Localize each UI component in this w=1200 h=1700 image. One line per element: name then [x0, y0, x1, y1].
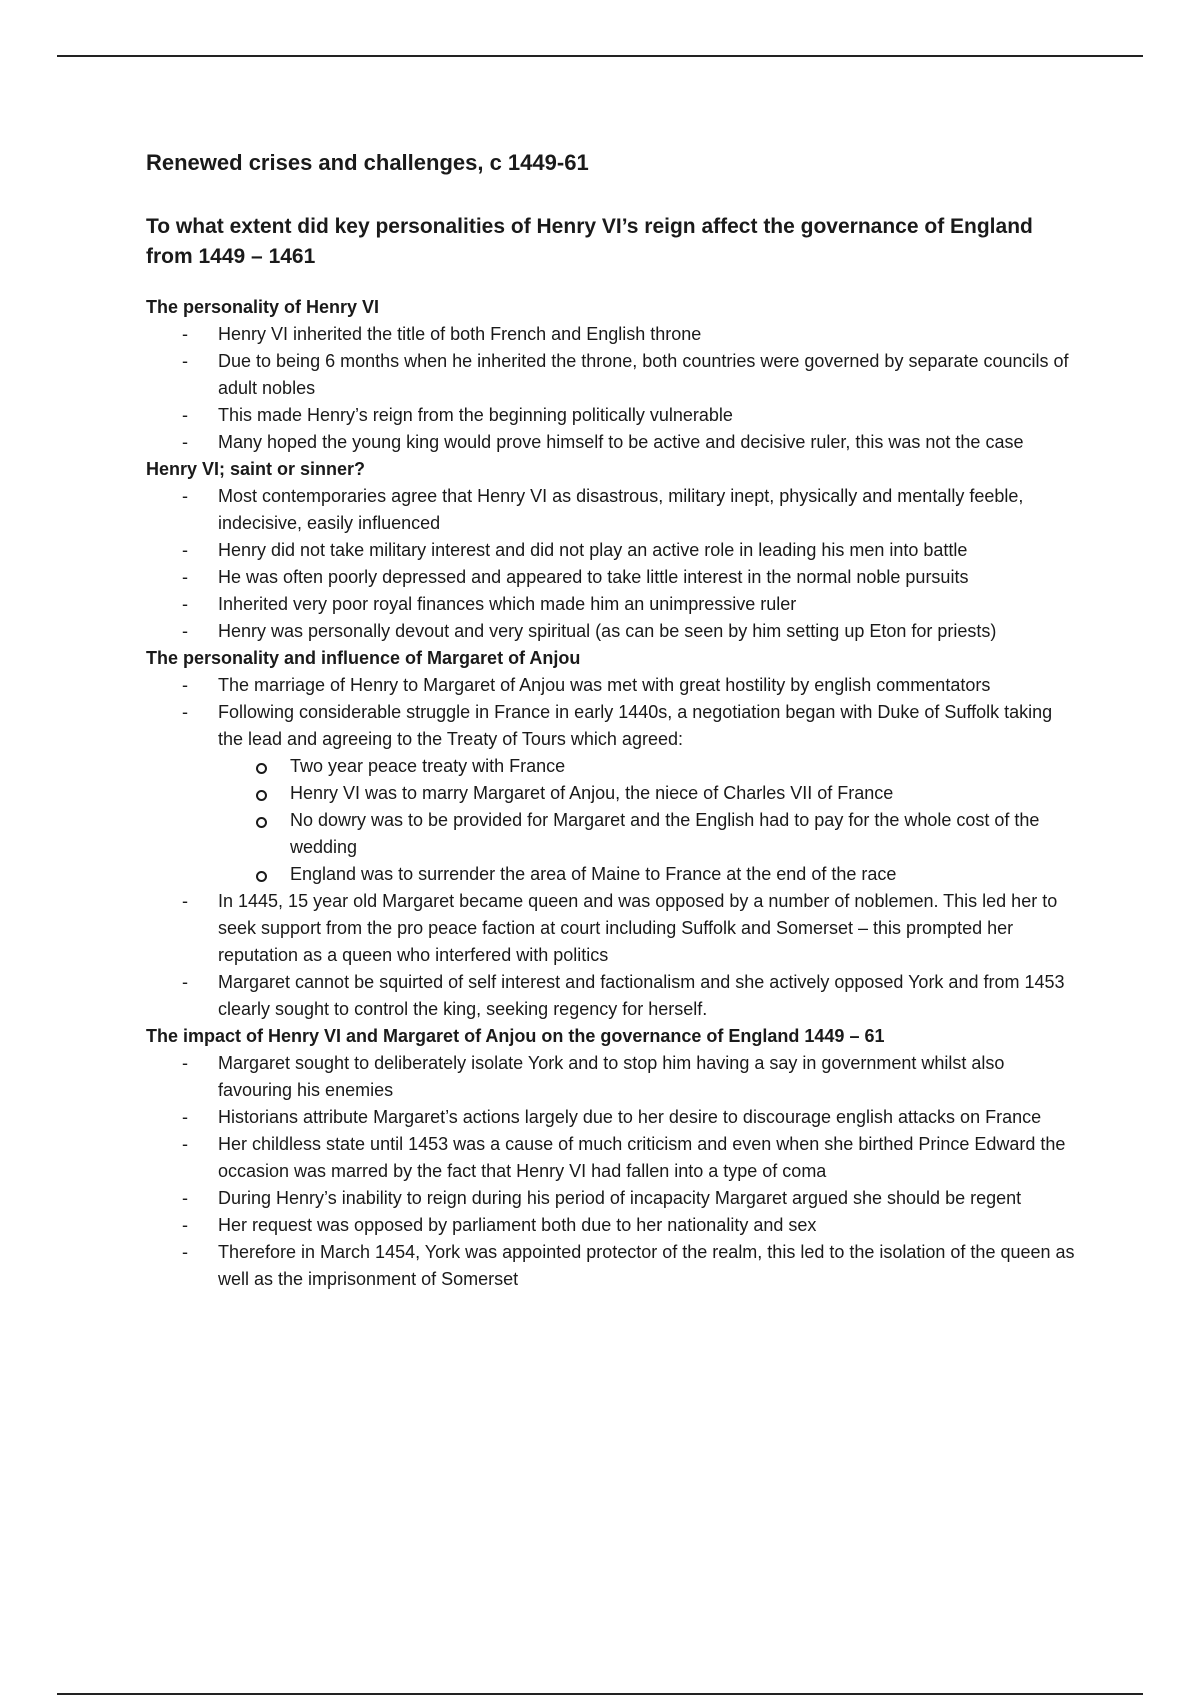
sub-list-item: No dowry was to be provided for Margaret and the English had to pay for the whole cost of the wedding: [146, 807, 1076, 861]
list-item: - Therefore in March 1454, York was appointed protector of the realm, this led to the isolation of the queen as well as the imprisonment of Somerset: [146, 1239, 1076, 1293]
bullet-list: [146, 321, 1076, 456]
list-item: - Margaret cannot be squirted of self interest and factionalism and she actively opposed York and from 1453 clearly sought to control the king, seeking regency for herself.: [146, 969, 1076, 1023]
list-item: - He was often poorly depressed and appeared to take little interest in the normal noble pursuits: [146, 564, 1076, 591]
list-item: - Inherited very poor royal finances which made him an unimpressive ruler: [146, 591, 1076, 618]
bullet-list: [146, 1050, 1076, 1293]
bullet-list: [146, 672, 1076, 753]
list-item: - Her childless state until 1453 was a cause of much criticism and even when she birthed Prince Edward the occasion was marred by the fact that Henry VI had fallen into a type of coma: [146, 1131, 1076, 1185]
document-title: Renewed crises and challenges, c 1449-61: [146, 150, 589, 175]
section-heading-saint-or-sinner: Henry VI; saint or sinner?: [146, 459, 366, 479]
header-rule: [57, 55, 1143, 57]
section-heading-margaret-of-anjou: The personality and influence of Margaret of Anjou: [146, 648, 581, 668]
list-item: - In 1445, 15 year old Margaret became queen and was opposed by a number of noblemen. This led her to seek support from the pro peace faction at court including Suffolk and Somerset – this prompted her reputation as a queen who interfered with politics: [146, 888, 1076, 969]
list-item: - Following considerable struggle in France in early 1440s, a negotiation began with Duke of Suffolk taking the lead and agreeing to the Treaty of Tours which agreed:: [146, 699, 1076, 753]
sub-list-item: Two year peace treaty with France: [146, 753, 1076, 780]
list-item: - Due to being 6 months when he inherited the throne, both countries were governed by separate councils of adult nobles: [146, 348, 1076, 402]
treaty-terms-list: [146, 753, 1076, 888]
section-heading-impact-on-governance: The impact of Henry VI and Margaret of Anjou on the governance of England 1449 – 61: [146, 1026, 885, 1046]
list-item: - Many hoped the young king would prove himself to be active and decisive ruler, this was not the case: [146, 429, 1076, 456]
list-item: - Her request was opposed by parliament both due to her nationality and sex: [146, 1212, 1076, 1239]
list-item: - Henry did not take military interest and did not play an active role in leading his men into battle: [146, 537, 1076, 564]
list-item: - Historians attribute Margaret’s actions largely due to her desire to discourage english attacks on France: [146, 1104, 1076, 1131]
essay-question: To what extent did key personalities of Henry VI’s reign affect the governance of England from 1449 – 1461: [146, 215, 1033, 268]
list-item: - Henry was personally devout and very spiritual (as can be seen by him setting up Eton for priests): [146, 618, 1076, 645]
bullet-list: [146, 888, 1076, 1023]
bullet-list: [146, 483, 1076, 645]
list-item: - The marriage of Henry to Margaret of Anjou was met with great hostility by english commentators: [146, 672, 1076, 699]
document-body: [146, 148, 1076, 1293]
list-item: - Margaret sought to deliberately isolate York and to stop him having a say in government whilst also favouring his enemies: [146, 1050, 1076, 1104]
list-item: - During Henry’s inability to reign during his period of incapacity Margaret argued she should be regent: [146, 1185, 1076, 1212]
sub-list-item: England was to surrender the area of Maine to France at the end of the race: [146, 861, 1076, 888]
list-item: - Most contemporaries agree that Henry VI as disastrous, military inept, physically and mentally feeble, indecisive, easily influenced: [146, 483, 1076, 537]
footer-rule: [57, 1693, 1143, 1695]
section-heading-henry-personality: The personality of Henry VI: [146, 297, 380, 317]
sub-list-item: Henry VI was to marry Margaret of Anjou, the niece of Charles VII of France: [146, 780, 1076, 807]
list-item: - Henry VI inherited the title of both French and English throne: [146, 321, 1076, 348]
list-item: - This made Henry’s reign from the beginning politically vulnerable: [146, 402, 1076, 429]
